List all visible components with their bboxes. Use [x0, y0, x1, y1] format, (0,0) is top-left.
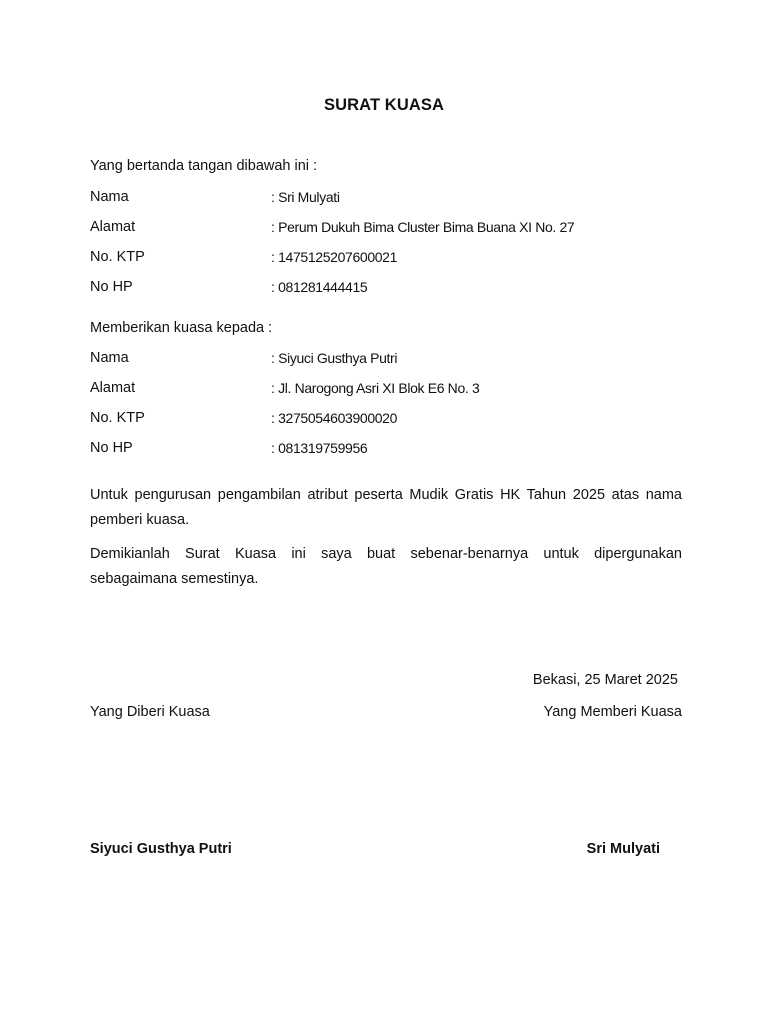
field-label: No. KTP: [90, 249, 145, 265]
closing-paragraph: Demikianlah Surat Kuasa ini saya buat sebenar-benarnya untuk dipergunakan sebagaimana semestinya.: [90, 546, 682, 587]
grantee-signature-name: Siyuci Gusthya Putri: [90, 841, 232, 857]
field-value: : 081319759956: [271, 440, 368, 456]
field-label: Nama: [90, 189, 129, 205]
grantor-signature-name: Sri Mulyati: [586, 841, 660, 857]
field-label: No. KTP: [90, 410, 145, 426]
grantee-signature-label: Yang Diberi Kuasa: [90, 704, 210, 720]
field-value: : Perum Dukuh Bima Cluster Bima Buana XI No. 27: [271, 219, 575, 235]
field-value: : Siyuci Gusthya Putri: [271, 350, 398, 366]
purpose-paragraph: Untuk pengurusan pengambilan atribut peserta Mudik Gratis HK Tahun 2025 atas nama pemberi kuasa.: [90, 487, 682, 528]
field-value: : 1475125207600021: [271, 249, 398, 265]
field-label: No HP: [90, 279, 133, 295]
grantor-signature-label: Yang Memberi Kuasa: [543, 704, 682, 720]
field-value: : Jl. Narogong Asri XI Blok E6 No. 3: [271, 380, 480, 396]
field-value: : Sri Mulyati: [271, 189, 340, 205]
field-label: No HP: [90, 440, 133, 456]
field-label: Nama: [90, 350, 129, 366]
field-label: Alamat: [90, 380, 136, 396]
field-value: : 3275054603900020: [271, 410, 398, 426]
grantor-intro: Yang bertanda tangan dibawah ini :: [90, 158, 318, 174]
field-label: Alamat: [90, 219, 136, 235]
document-title: SURAT KUASA: [324, 96, 444, 114]
grantee-intro: Memberikan kuasa kepada :: [90, 320, 273, 336]
field-value: : 081281444415: [271, 279, 368, 295]
place-date: Bekasi, 25 Maret 2025: [532, 672, 678, 688]
